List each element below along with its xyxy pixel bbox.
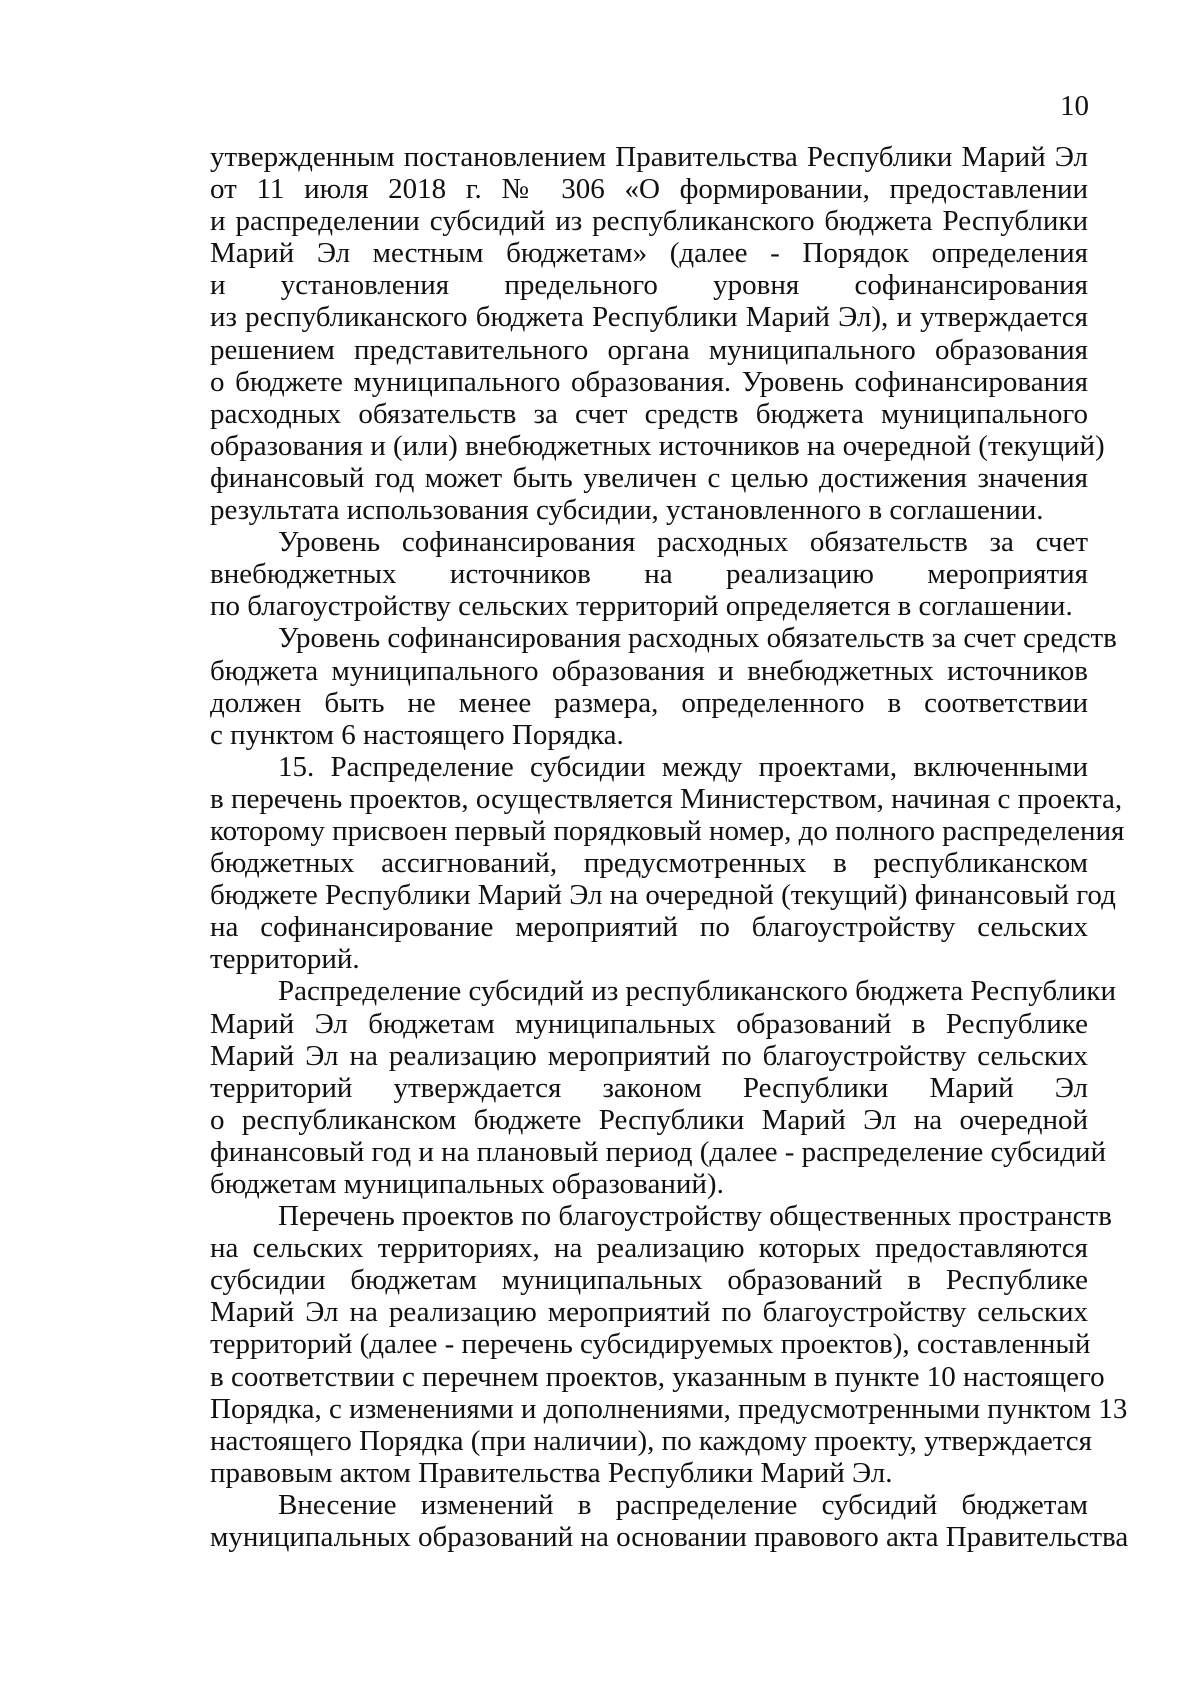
text-line: бюджета муниципального образования и внебюджетных источников [210,654,1088,687]
text-line: территорий (далее - перечень субсидируемых проектов), составленный [210,1328,1091,1361]
text-line: финансовый год может быть увеличен с целью достижения значения [210,461,1088,494]
paragraph [210,622,1117,751]
paragraph [210,1488,1129,1554]
text-line: о бюджете муниципального образования. Уровень софинансирования [210,365,1088,398]
text-line: с пунктом 6 настоящего Порядка. [210,718,624,751]
text-line: в перечень проектов, осуществляется Министерством, начиная с проекта, [210,782,1123,815]
text-line: настоящего Порядка (при наличии), по каждому проекту, утверждается [210,1424,1092,1457]
text-line: Марий Эл на реализацию мероприятий по благоустройству сельских [210,1296,1088,1329]
text-line: бюджетам муниципальных образований). [210,1168,724,1200]
document-body [210,141,1129,1554]
text-line: от 11 июля 2018 г. № 306 «О формировании, предоставлении [210,173,1088,206]
text-line: расходных обязательств за счет средств бюджета муниципального [210,397,1088,430]
text-line: из республиканского бюджета Республики Марий Эл), и утверждается [210,301,1088,334]
text-line: Марий Эл бюджетам муниципальных образований в Республике [210,1007,1088,1040]
text-line: решением представительного органа муниципального образования [210,333,1088,366]
text-line: на софинансирование мероприятий по благоустройству сельских [210,911,1088,944]
paragraph [210,141,1105,527]
text-line: и установления предельного уровня софинансирования [210,269,1088,302]
text-line: 15. Распределение субсидии между проектами, включенными [278,750,1088,783]
text-line: Распределение субсидий из республиканского бюджета Республики [278,975,1116,1008]
text-line: бюджете Республики Марий Эл на очередной (текущий) финансовый год [210,879,1116,912]
text-line: должен быть не менее размера, определенного в соответствии [210,686,1088,719]
text-line: Марий Эл на реализацию мероприятий по благоустройству сельских [210,1039,1088,1072]
text-line: по благоустройству сельских территорий определяется в соглашении. [210,590,1073,623]
paragraph [210,750,1125,976]
page-number: 10 [1060,90,1089,122]
paragraph [210,526,1088,622]
text-line: на сельских территориях, на реализацию которых предоставляются [210,1232,1088,1265]
paragraph [210,1200,1128,1489]
text-line: территорий утверждается законом Республики Марий Эл [210,1071,1088,1104]
text-line: Внесение изменений в распределение субсидий бюджетам [278,1488,1088,1521]
text-line: бюджетных ассигнований, предусмотренных в республиканском [210,847,1088,880]
text-line: которому присвоен первый порядковый номер, до полного распределения [210,814,1125,847]
text-line: результата использования субсидии, установленного в соглашении. [210,494,1044,527]
paragraph [210,975,1116,1200]
text-line: в соответствии с перечнем проектов, указанным в пункте 10 настоящего [210,1360,1105,1393]
text-line: Перечень проектов по благоустройству общественных пространств [278,1200,1112,1233]
text-line: Порядка, с изменениями и дополнениями, предусмотренными пунктом 13 [210,1392,1128,1425]
text-line: территорий. [210,943,360,976]
text-line: Уровень софинансирования расходных обязательств за счет средств [278,622,1117,655]
text-line: муниципальных образований на основании правового акта Правительства [210,1521,1129,1554]
text-line: о республиканском бюджете Республики Марий Эл на очередной [210,1103,1088,1136]
text-line: Уровень софинансирования расходных обязательств за счет [278,526,1088,559]
text-line: финансовый год и на плановый период (далее - распределение субсидий [210,1135,1107,1168]
text-line: правовым актом Правительства Республики Марий Эл. [210,1456,893,1489]
text-line: и распределении субсидий из республиканского бюджета Республики [210,205,1088,238]
text-line: утвержденным постановлением Правительства Республики Марий Эл [210,141,1088,173]
text-line: Марий Эл местным бюджетам» (далее - Порядок определения [210,237,1088,270]
text-line: образования и (или) внебюджетных источников на очередной (текущий) [210,429,1105,462]
text-line: субсидии бюджетам муниципальных образований в Республике [210,1264,1088,1297]
text-line: внебюджетных источников на реализацию мероприятия [210,558,1088,591]
